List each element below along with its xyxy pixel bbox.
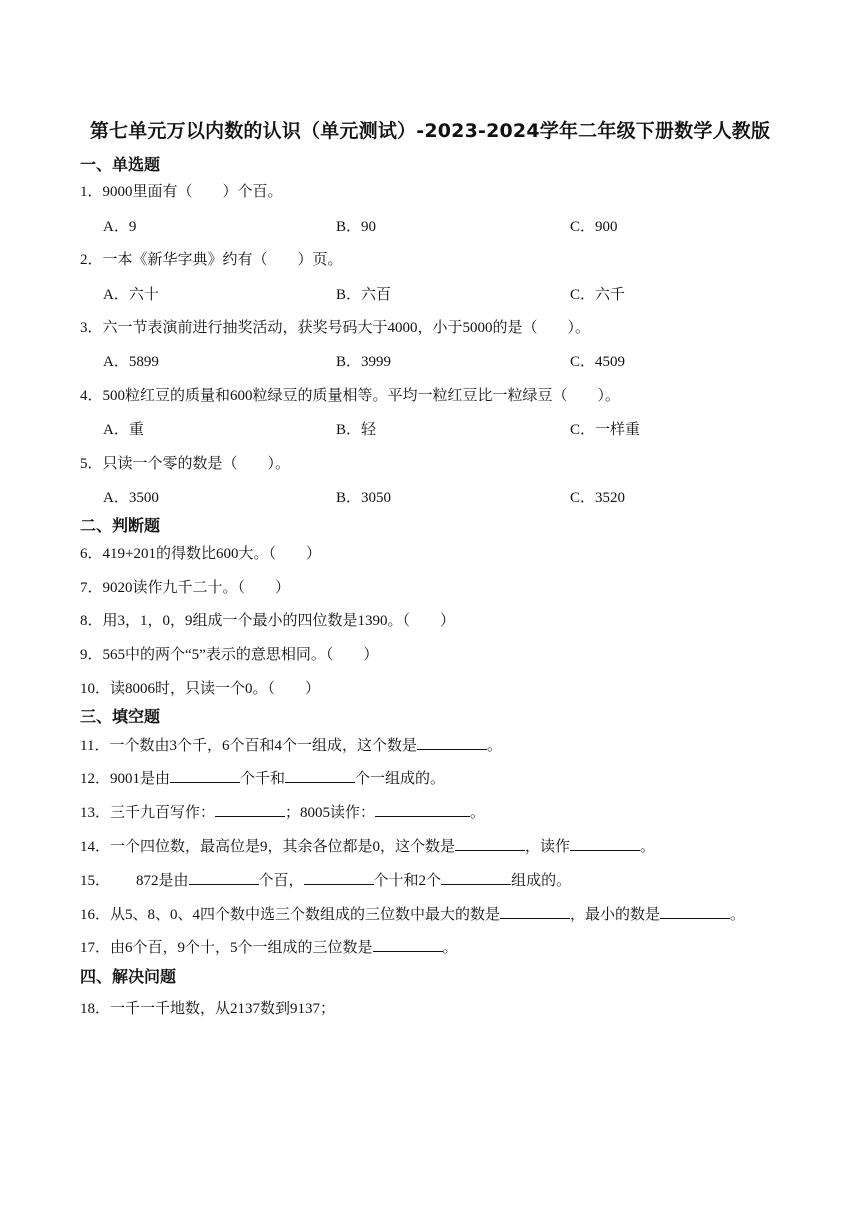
answer-blank[interactable] <box>375 802 470 817</box>
question-11: 11．一个数由3个千，6个百和4个一组成，这个数是 。 <box>80 734 502 755</box>
option-c: C．3520 <box>570 490 626 506</box>
answer-blank[interactable] <box>215 802 285 817</box>
question-8: 8．用3，1，0，9组成一个最小的四位数是1390。（ ） <box>80 613 456 629</box>
section-heading-problem-solving: 四、解决问题 <box>80 967 177 986</box>
question-13: 13．三千九百写作： ；8005读作： 。 <box>80 801 485 822</box>
option-b: B．3050 <box>336 490 392 506</box>
answer-blank[interactable] <box>285 768 355 783</box>
option-a: A．重 <box>103 422 144 438</box>
answer-blank[interactable] <box>660 904 730 919</box>
page-title: 第七单元万以内数的认识（单元测试）-2023-2024学年二年级下册数学人教版 <box>89 120 771 142</box>
question-12: 12．9001是由 个千和 个一组成的。 <box>80 767 445 788</box>
option-a: A．9 <box>103 219 137 235</box>
option-b: B．轻 <box>336 422 377 438</box>
question-9: 9．565中的两个“5”表示的意思相同。（ ） <box>80 647 379 663</box>
option-b: B．90 <box>336 219 377 235</box>
option-b: B．六百 <box>336 287 392 303</box>
answer-blank[interactable] <box>373 937 443 952</box>
option-c: C．4509 <box>570 354 626 370</box>
option-b: B．3999 <box>336 354 392 370</box>
answer-blank[interactable] <box>455 836 525 851</box>
answer-blank[interactable] <box>570 836 640 851</box>
answer-blank[interactable] <box>304 870 374 885</box>
question-10: 10．读8006时，只读一个0。（ ） <box>80 681 321 697</box>
question-15: 15． 872是由 个百， 个十和2个 组成的。 <box>80 869 571 890</box>
answer-blank[interactable] <box>500 904 570 919</box>
answer-blank[interactable] <box>170 768 240 783</box>
question-18: 18．一千一千地数，从2137数到9137； <box>80 1001 336 1017</box>
question-6: 6．419+201的得数比600大。（ ） <box>80 546 321 562</box>
option-c: C．六千 <box>570 287 626 303</box>
option-c: C．900 <box>570 219 618 235</box>
question-16: 16．从5、8、0、4四个数中选三个数组成的三位数中最大的数是 ，最小的数是 。 <box>80 903 745 924</box>
answer-blank[interactable] <box>441 870 511 885</box>
option-a: A．5899 <box>103 354 159 370</box>
option-a: A．3500 <box>103 490 159 506</box>
question-17: 17．由6个百，9个十，5个一组成的三位数是 。 <box>80 936 458 957</box>
answer-blank[interactable] <box>189 870 259 885</box>
question-2: 2．一本《新华字典》约有（ ）页。 <box>80 252 343 268</box>
option-a: A．六十 <box>103 287 159 303</box>
section-heading-fill-in: 三、填空题 <box>80 707 161 726</box>
question-3: 3．六一节表演前进行抽奖活动，获奖号码大于4000，小于5000的是（ ）。 <box>80 320 591 336</box>
option-c: C．一样重 <box>570 422 641 438</box>
question-5: 5．只读一个零的数是（ ）。 <box>80 456 291 472</box>
question-4: 4．500粒红豆的质量和600粒绿豆的质量相等。平均一粒红豆比一粒绿豆（ ）。 <box>80 388 621 404</box>
question-1: 1．9000里面有（ ）个百。 <box>80 184 283 200</box>
question-14: 14．一个四位数，最高位是9，其余各位都是0，这个数是 ，读作 。 <box>80 835 655 856</box>
section-heading-true-false: 二、判断题 <box>80 516 161 535</box>
question-7: 7．9020读作九千二十。（ ） <box>80 580 291 596</box>
answer-blank[interactable] <box>417 735 487 750</box>
section-heading-single-choice: 一、单选题 <box>80 155 161 174</box>
